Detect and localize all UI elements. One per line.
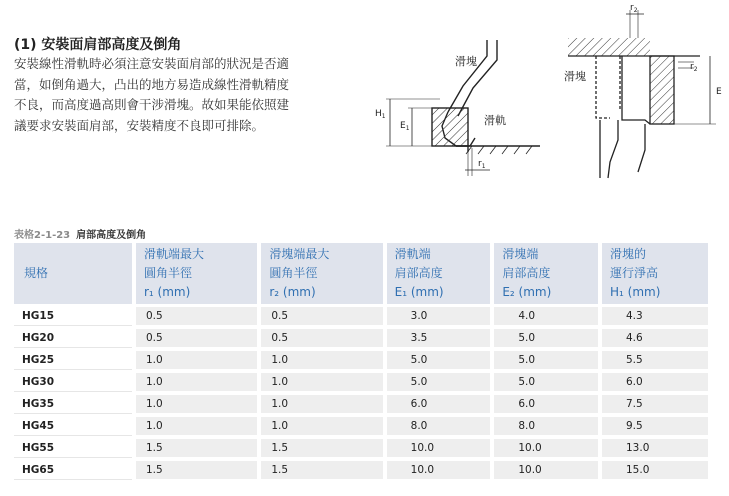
table-row (14, 439, 708, 458)
block-label-right: 滑塊 (564, 70, 586, 83)
value-cell: 9.5 (602, 417, 708, 436)
value-cell: 0.5 (261, 307, 382, 326)
model-cell: HG15 (14, 307, 132, 326)
header-r1: 滑軌端最大 圓角半徑 r₁ (mm) (136, 243, 257, 304)
table-header-row (14, 243, 708, 304)
value-cell: 10.0 (494, 461, 598, 480)
section-paragraph (14, 54, 354, 136)
paragraph-line: 當，如倒角過大，凸出的地方易造成線性滑軌精度 (14, 76, 290, 92)
model-cell: HG35 (14, 395, 132, 414)
value-cell: 10.0 (387, 461, 491, 480)
value-cell: 1.0 (261, 373, 382, 392)
value-cell: 5.0 (387, 373, 491, 392)
value-cell: 5.0 (387, 351, 491, 370)
value-cell: 4.0 (494, 307, 598, 326)
value-cell: 1.0 (261, 395, 382, 414)
value-cell: 1.0 (136, 373, 257, 392)
value-cell: 5.0 (494, 373, 598, 392)
value-cell: 6.0 (494, 395, 598, 414)
block-mounting-diagram (568, 10, 716, 178)
shoulder-diagram (360, 0, 729, 205)
value-cell: 1.0 (136, 395, 257, 414)
value-cell: 4.3 (602, 307, 708, 326)
paragraph-line: 安裝線性滑軌時必須注意安裝面肩部的狀況是否適 (14, 56, 290, 71)
value-cell: 1.5 (261, 461, 382, 480)
value-cell: 5.0 (494, 351, 598, 370)
h1-label: $H_1$ (375, 109, 386, 120)
model-cell: HG25 (14, 351, 132, 370)
value-cell: 5.0 (494, 329, 598, 348)
value-cell: 3.0 (387, 307, 491, 326)
table-row (14, 395, 708, 414)
model-cell: HG55 (14, 439, 132, 458)
value-cell: 1.0 (261, 417, 382, 436)
model-cell: HG45 (14, 417, 132, 436)
rail-label: 滑軌 (484, 114, 506, 127)
header-r2: 滑塊端最大 圓角半徑 r₂ (mm) (261, 243, 382, 304)
table-number: 表格2-1-23 (14, 230, 71, 241)
header-e1: 滑軌端 肩部高度 E₁ (mm) (387, 243, 491, 304)
table-row (14, 373, 708, 392)
block-label-left: 滑塊 (455, 55, 477, 68)
header-e2: 滑塊端 肩部高度 E₂ (mm) (494, 243, 598, 304)
value-cell: 8.0 (494, 417, 598, 436)
value-cell: 1.5 (261, 439, 382, 458)
table-title: 肩部高度及倒角 (76, 230, 147, 241)
value-cell: 13.0 (602, 439, 708, 458)
model-cell: HG30 (14, 373, 132, 392)
r1-label: $r_1$ (478, 159, 486, 170)
value-cell: 6.0 (602, 373, 708, 392)
r2-side-label: $r_2$ (690, 62, 698, 73)
paragraph-line: 議要求安裝面肩部，安裝精度不良即可排除。 (14, 117, 265, 133)
shoulder-spec-table (10, 240, 712, 483)
table-caption (14, 226, 146, 241)
value-cell: 1.0 (261, 351, 382, 370)
table-row (14, 329, 708, 348)
value-cell: 1.0 (136, 417, 257, 436)
value-cell: 1.5 (136, 461, 257, 480)
r2-top-label: $r_2$ (630, 3, 638, 14)
model-cell: HG20 (14, 329, 132, 348)
value-cell: 0.5 (136, 329, 257, 348)
value-cell: 3.5 (387, 329, 491, 348)
value-cell: 15.0 (602, 461, 708, 480)
value-cell: 1.0 (136, 351, 257, 370)
value-cell: 4.6 (602, 329, 708, 348)
model-cell: HG65 (14, 461, 132, 480)
value-cell: 10.0 (387, 439, 491, 458)
value-cell: 5.5 (602, 351, 708, 370)
value-cell: 0.5 (261, 329, 382, 348)
e-label: E (716, 87, 722, 97)
paragraph-line: 不良，而高度過高則會干涉滑塊。故如果能依照建 (14, 97, 290, 112)
table-row (14, 307, 708, 326)
table-row (14, 351, 708, 370)
value-cell: 10.0 (494, 439, 598, 458)
section-title: (1) 安裝面肩部高度及倒角 (14, 37, 182, 53)
e1-label: $E_1$ (400, 121, 410, 132)
value-cell: 1.5 (136, 439, 257, 458)
header-model: 規格 (14, 243, 132, 304)
table-row (14, 417, 708, 436)
header-h1: 滑塊的 運行淨高 H₁ (mm) (602, 243, 708, 304)
value-cell: 8.0 (387, 417, 491, 436)
value-cell: 0.5 (136, 307, 257, 326)
value-cell: 7.5 (602, 395, 708, 414)
value-cell: 6.0 (387, 395, 491, 414)
table-row (14, 461, 708, 480)
